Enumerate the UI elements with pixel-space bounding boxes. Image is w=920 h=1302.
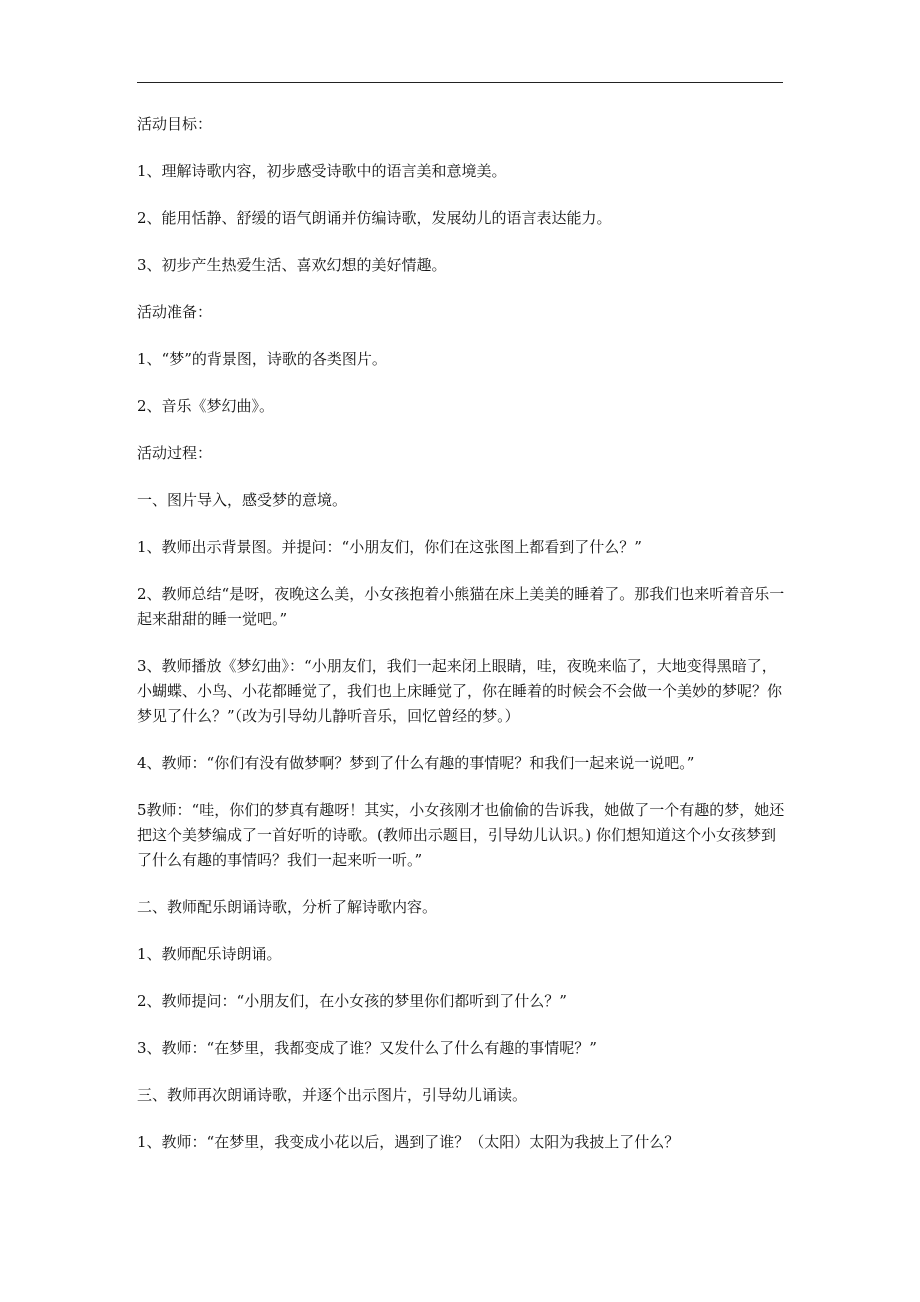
- paragraph: 3、教师播放《梦幻曲》：“小朋友们，我们一起来闭上眼睛，哇，夜晚来临了，大地变得黑暗了，小蝴蝶、小鸟、小花都睡觉了，我们也上床睡觉了，你在睡着的时候会不会做一个美妙的梦呢？你梦见了什么？”（改为引导幼儿静听音乐，回忆曾经的梦。）: [137, 657, 783, 725]
- section-heading-preparation: 活动准备：: [137, 303, 213, 321]
- paragraph: 2、教师提问：“小朋友们，在小女孩的梦里你们都听到了什么？”: [137, 992, 567, 1010]
- paragraph: 1、教师：“在梦里，我变成小花以后，遇到了谁？（太阳）太阳为我披上了什么？: [137, 1133, 680, 1151]
- paragraph: 1、理解诗歌内容，初步感受诗歌中的语言美和意境美。: [137, 162, 507, 180]
- document-body: [137, 112, 787, 1177]
- paragraph: 1、教师出示背景图。并提问：“小朋友们，你们在这张图上都看到了什么？”: [137, 538, 642, 556]
- paragraph: 2、能用恬静、舒缓的语气朗诵并仿编诗歌，发展幼儿的语言表达能力。: [137, 209, 612, 227]
- section-heading-goals: 活动目标：: [137, 115, 213, 133]
- header-rule: [137, 82, 783, 83]
- paragraph: 3、初步产生热爱生活、喜欢幻想的美好情趣。: [137, 256, 447, 274]
- paragraph: 2、音乐《梦幻曲》。: [137, 397, 275, 415]
- subsection-heading: 二、教师配乐朗诵诗歌，分析了解诗歌内容。: [137, 898, 438, 916]
- section-heading-process: 活动过程：: [137, 444, 213, 462]
- paragraph: 1、“梦”的背景图，诗歌的各类图片。: [137, 350, 387, 368]
- subsection-heading: 一、图片导入，感受梦的意境。: [137, 491, 348, 509]
- paragraph: 4、教师：“你们有没有做梦啊？梦到了什么有趣的事情呢？和我们一起来说一说吧。”: [137, 754, 695, 772]
- paragraph: 5教师：“哇，你们的梦真有趣呀！其实，小女孩刚才也偷偷的告诉我，她做了一个有趣的梦，她还把这个美梦编成了一首好听的诗歌。(教师出示题目，引导幼儿认识。) 你们想知道这个小女孩梦到了什么有趣的事情吗？我们一起来听一听。”: [137, 801, 785, 869]
- subsection-heading: 三、教师再次朗诵诗歌，并逐个出示图片，引导幼儿诵读。: [137, 1086, 528, 1104]
- paragraph: 1、教师配乐诗朗诵。: [137, 945, 282, 963]
- paragraph: 2、教师总结“是呀，夜晚这么美，小女孩抱着小熊猫在床上美美的睡着了。那我们也来听着音乐一起来甜甜的睡一觉吧。”: [137, 585, 785, 628]
- paragraph: 3、教师：“在梦里，我都变成了谁？又发什么了什么有趣的事情呢？”: [137, 1039, 597, 1057]
